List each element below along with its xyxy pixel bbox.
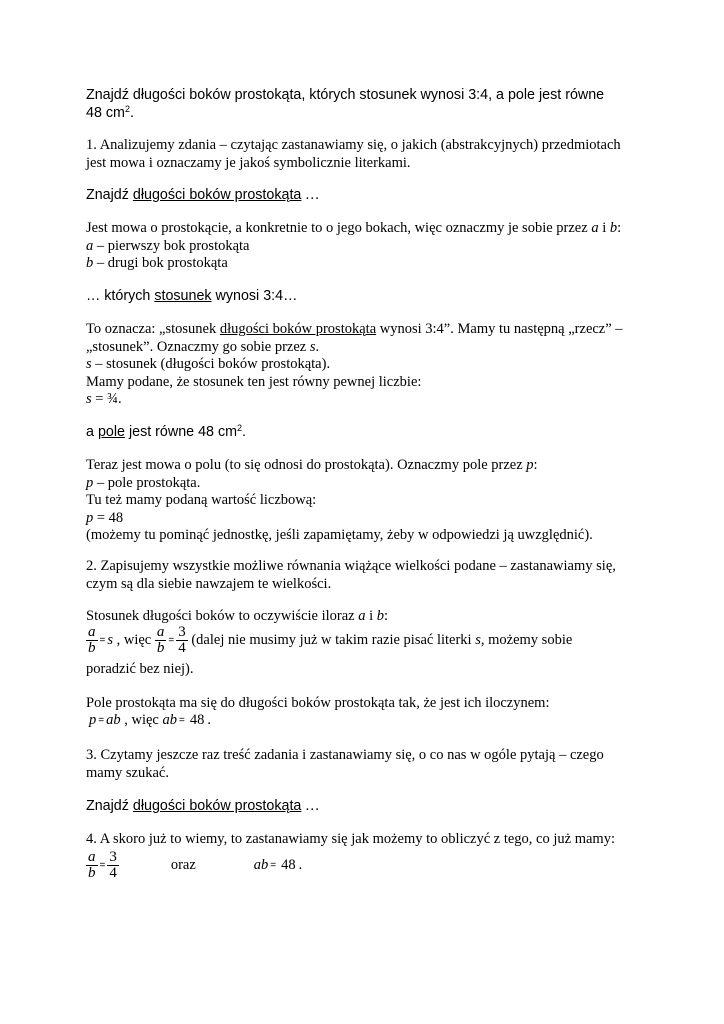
heading-area: a pole jest równe 48 $cm^2$. xyxy=(86,423,247,440)
fraction-a-over-b-2: $\frac{a}{b}$ xyxy=(156,624,165,656)
quotient-tail: poradzić bez niej). xyxy=(86,661,194,677)
product-equation-line: p = ab , więc ab = 48 . xyxy=(89,712,211,728)
step-4-equations: $\frac{a}{b}$ = $\frac{3}{4}$ oraz ab = 48 . xyxy=(88,849,303,881)
ratio-paragraph: To oznacza: „stosunek długości boków prostokąta wynosi 3:4”. Mamy tu następną „rzecz” – „stosunek”. Oznaczmy go sobie przez s. s – stosunek (długości boków prostokąta). Mamy podane, że stosunek ten jest równy pewnej liczbie: s = ¾. xyxy=(86,321,623,408)
product-intro: Pole prostokąta ma się do długości boków prostokąta tak, że jest ich iloczynem: xyxy=(86,695,550,711)
fraction-a-over-b-3: $\frac{a}{b}$ xyxy=(88,849,96,881)
heading-sides-again: Znajdź długości boków prostokąta … xyxy=(86,798,320,814)
step-3-paragraph: 3. Czytamy jeszcze raz treść zadania i zastanawiamy się, o co nas w ogóle pytają – czego mamy szukać. xyxy=(86,747,604,781)
heading-ratio: … których stosunek wynosi 3:4… xyxy=(86,288,298,304)
task-statement xyxy=(86,87,644,122)
quotient-intro: Stosunek długości boków to oczywiście iloraz a i b: xyxy=(86,608,389,624)
quotient-equation-line: $\frac{a}{b}$ = s , więc $\frac{a}{b}$ = $\frac{3}{4}$ (dalej nie musimy już w takim razie pisać literki s, możemy sobie xyxy=(88,624,573,656)
fraction-3-over-4-2: $\frac{3}{4}$ xyxy=(109,849,117,881)
task-line-2: 48 $cm^2$. xyxy=(86,103,134,121)
step-4-paragraph: 4. A skoro już to wiemy, to zastanawiamy się jak możemy to obliczyć z tego, co już mamy: xyxy=(86,831,615,847)
fraction-a-over-b: $\frac{a}{b}$ xyxy=(88,624,96,656)
step-1-paragraph: 1. Analizujemy zdania – czytając zastanawiamy się, o jakich (abstrakcyjnych) przedmiotach jest mowa i oznaczamy je jakoś symbolicznie literkami. xyxy=(86,137,621,171)
task-line-1: Znajdź długości boków prostokąta, których stosunek wynosi 3:4, a pole jest równe xyxy=(86,87,605,103)
heading-sides: Znajdź długości boków prostokąta … xyxy=(86,187,320,203)
area-paragraph: Teraz jest mowa o polu (to się odnosi do prostokąta). Oznaczmy pole przez p: p – pole prostokąta. Tu też mamy podaną wartość liczbową: p = 48 (możemy tu pominąć jednostkę, jeśli zapamiętamy, żeby w odpowiedzi ją uwzględnić). xyxy=(86,457,593,544)
step-2-paragraph: 2. Zapisujemy wszystkie możliwe równania wiążące wielkości podane – zastanawiamy się, czym są dla siebie nawzajem te wielkości. xyxy=(86,558,616,592)
sides-paragraph: Jest mowa o prostokącie, a konkretnie to o jego bokach, więc oznaczmy je sobie przez a i b: a – pierwszy bok prostokąta b – drugi bok prostokąta xyxy=(86,220,622,272)
fraction-3-over-4: $\frac{3}{4}$ xyxy=(178,624,186,656)
